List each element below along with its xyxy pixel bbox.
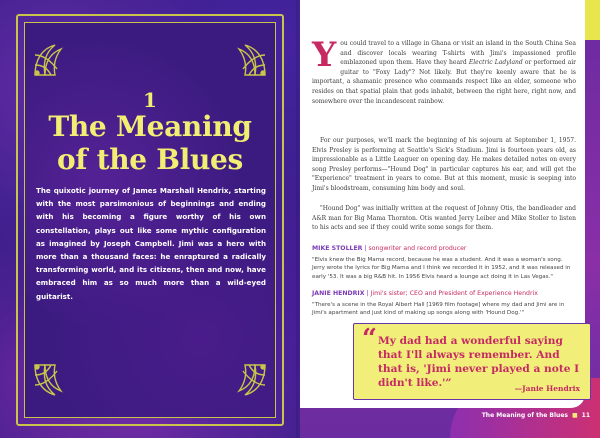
lotus-flower-icon [31,361,79,409]
speaker-name: MIKE STOLLER [312,245,363,252]
body-paragraph-1-text-cont: or performed air guitar to "Foxy Lady"? Not likely. But they're keenly aware that he is important, a shamanic presence who commands respect like an elder, someone who resides on that spatial plain that gods inhabit, between the right here, right now, and somewhere over the incandescent rainbow. [312,59,577,105]
speaker-line [312,289,574,298]
speaker-separator: | [366,290,369,297]
quote-block-janie-hendrix [312,289,574,318]
body-paragraph-3 [312,204,576,233]
body-paragraph-3-text: "Hound Dog" was initially written at the request of Johnny Otis, the bandleader and A&R man for Big Mama Thornton. Otis wanted Jerry Leiber and Mike Stoller to listen to his acts and see if they could write some songs for them. [312,205,576,232]
quote-text: "There's a scene in the Royal Albert Hall [1969 film footage] where my dad and Jimi are in Jimi's apartment and just kind of making up songs along with 'Hound Dog.'" [312,302,565,317]
book-gutter [296,0,304,438]
pull-quote-box [353,323,591,400]
drop-cap: Y [312,35,337,75]
speaker-role: songwriter and record producer [368,245,467,252]
footer-separator: ■ [571,412,578,419]
pull-quote-attribution: —Janie Hendrix [514,384,580,393]
page-footer [300,412,590,419]
speaker-line [312,244,574,253]
chapter-title [0,110,300,176]
lotus-flower-icon [221,31,269,79]
speaker-role: Jimi's sister; CEO and President of Experience Hendrix [370,290,538,297]
speaker-separator: | [364,245,367,252]
album-title: Electric Ladyland [468,59,523,67]
pull-quote-text: My dad had a wonderful saying that I'll always remember. And that is, 'Jimi never played a note I didn't like.'” [378,335,580,389]
running-title: The Meaning of the Blues [481,412,568,419]
body-paragraph-1-text: ou could travel to a village in Ghana or visit an island in the South China Sea and discover locals wearing T-shirts with Jimi's impassioned profile emblazoned upon them. Have they heard [340,40,576,67]
body-paragraph-2-text: For our purposes, we'll mark the beginning of his sojourn at September 1, 1957. Elvis Presley is performing at Seattle's Sick's Stadium. Jimi is fourteen years old, as impressionable as a Little Leaguer on opening day. He makes detailed notes on every song Presley performs—"Hound Dog" in particular captures his ear, and will get the "Experience" treatment in years to come. But at this moment, music is seeping into Jimi's bloodstream, consuming him body and soul. [312,137,576,192]
open-quote-mark: “ [362,324,377,354]
quote-text: "Elvis knew the Big Mama record, because he was a student. And it was a woman's song. Jerry wrote the lyrics for Big Mama and I think we recorded it in 1952, and it was released in early '53. It was a big R&B hit. In 1956 Elvis heard a lounge act doing it in Las Vegas." [312,257,571,280]
speaker-name: JANIE HENDRIX [312,290,365,297]
page-number: 11 [581,412,590,419]
chapter-number: 1 [143,88,157,112]
body-paragraph-2 [312,136,576,194]
chapter-title-line-2: of the Blues [57,143,243,176]
quote-block-mike-stoller [312,244,574,281]
lotus-flower-icon [221,361,269,409]
intro-paragraph: The quixotic journey of James Marshall Hendrix, starting with the most parsimonious of beginnings and ending with his becoming a figure worthy of his own constellation, plays out like some mythic configuration as imagined by Joseph Campbell. Jimi was a hero with more than a thousand faces: he enraptured a radically transforming world, and its citizens, then and now, have embraced him as so much more than a wild-eyed guitarist. [36,186,266,301]
lotus-flower-icon [31,31,79,79]
body-paragraph-1 [312,35,577,106]
chapter-title-line-1: The Meaning [48,110,252,143]
